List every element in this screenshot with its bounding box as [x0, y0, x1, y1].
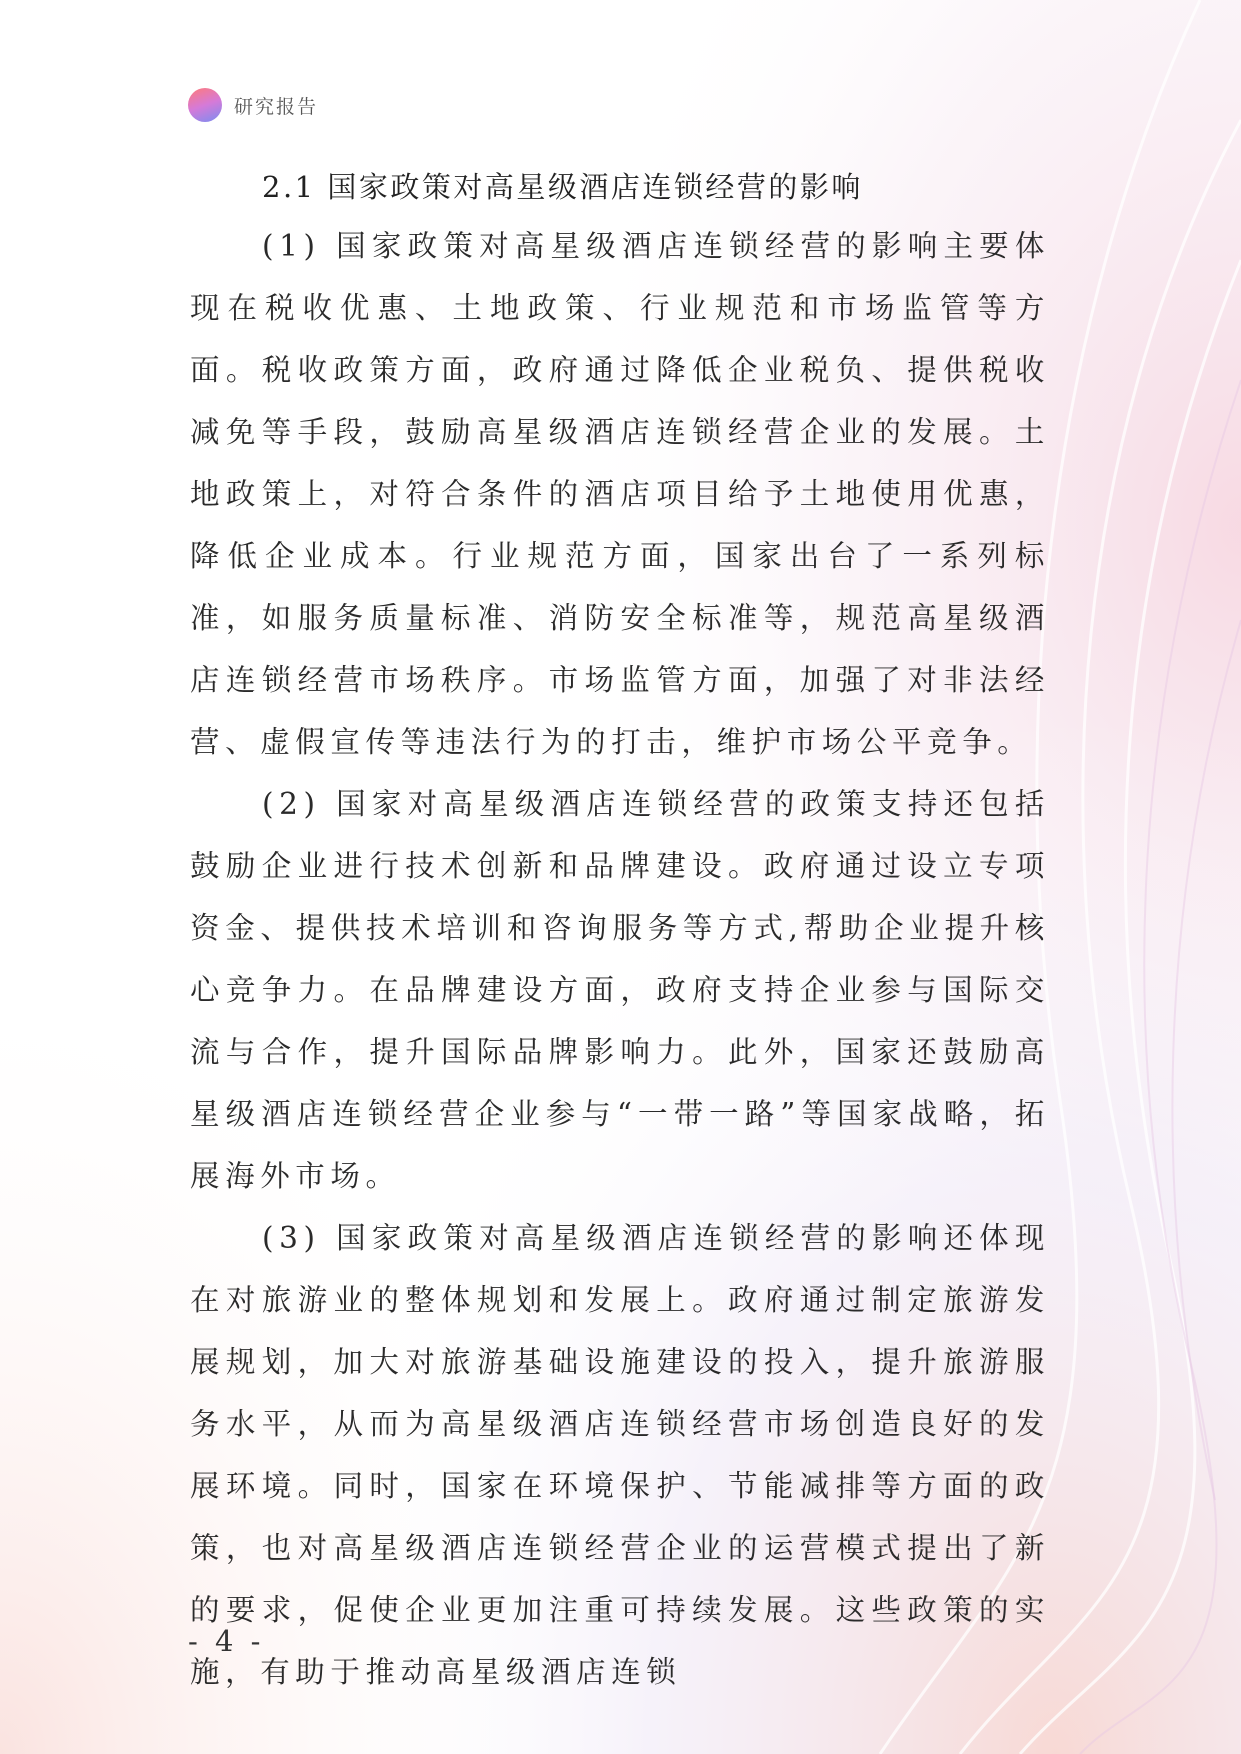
paragraph-3: (3) 国家政策对高星级酒店连锁经营的影响还体现在对旅游业的整体规划和发展上。政府通过制定旅游发展规划，加大对旅游基础设施建设的投入，提升旅游服务水平，从而为高星级酒店连锁经营市场创造良好的发展环境。同时，国家在环境保护、节能减排等方面的政策，也对高星级酒店连锁经营企业的运营模式提出了新的要求，促使企业更加注重可持续发展。这些政策的实施，有助于推动高星级酒店连锁: [190, 1221, 1050, 1689]
header-title: 研究报告: [234, 95, 319, 118]
main-content: [190, 160, 1050, 1703]
report-header: [188, 88, 318, 122]
page-number: - 4 -: [188, 1624, 265, 1658]
logo-circle-icon: [188, 88, 222, 122]
paragraph-2: (2) 国家对高星级酒店连锁经营的政策支持还包括鼓励企业进行技术创新和品牌建设。政府通过设立专项资金、提供技术培训和咨询服务等方式,帮助企业提升核心竞争力。在品牌建设方面，政府支持企业参与国际交流与合作，提升国际品牌影响力。此外，国家还鼓励高星级酒店连锁经营企业参与“一带一路”等国家战略，拓展海外市场。: [190, 787, 1050, 1193]
section-heading: 2.1 国家政策对高星级酒店连锁经营的影响: [262, 170, 863, 204]
paragraph-1: (1) 国家政策对高星级酒店连锁经营的影响主要体现在税收优惠、土地政策、行业规范和市场监管等方面。税收政策方面，政府通过降低企业税负、提供税收减免等手段，鼓励高星级酒店连锁经营企业的发展。土地政策上，对符合条件的酒店项目给予土地使用优惠，降低企业成本。行业规范方面，国家出台了一系列标准，如服务质量标准、消防安全标准等，规范高星级酒店连锁经营市场秩序。市场监管方面，加强了对非法经营、虚假宣传等违法行为的打击，维护市场公平竞争。: [190, 229, 1050, 759]
